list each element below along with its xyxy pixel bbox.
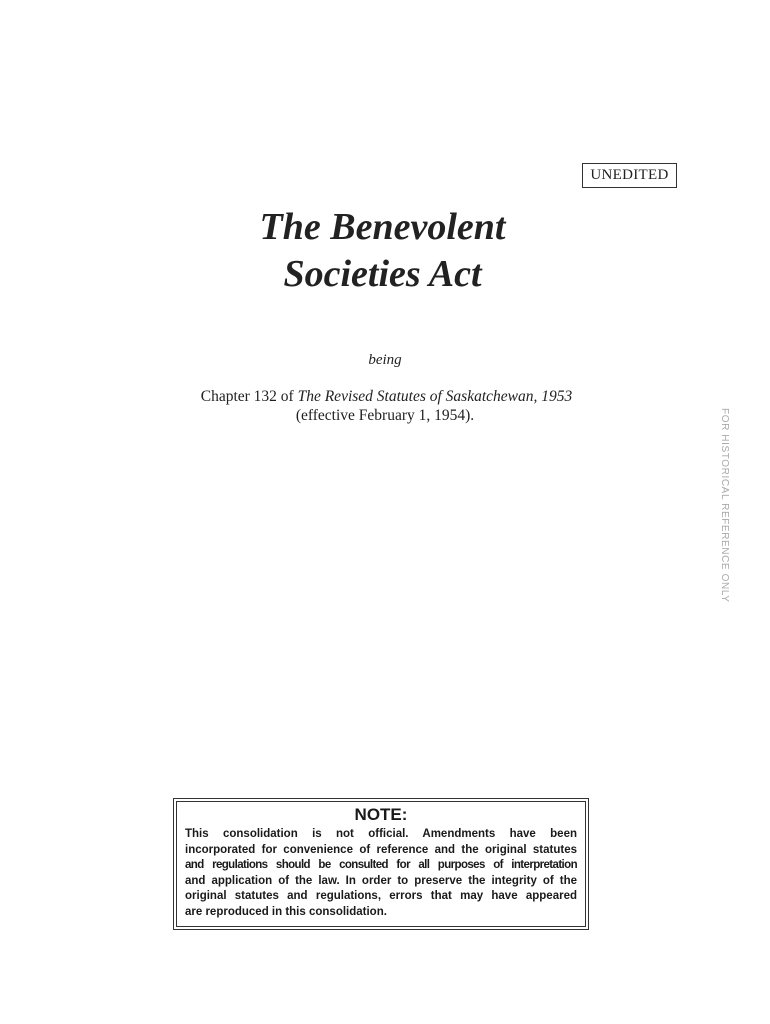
note-heading: NOTE:	[354, 805, 408, 824]
chapter-line	[3, 387, 770, 406]
chapter-prefix: Chapter 132 of	[200, 388, 298, 405]
chapter-source: The Revised Statutes of Saskatchewan, 1953	[297, 388, 573, 405]
note-box	[173, 798, 589, 930]
note-body	[185, 827, 577, 921]
unedited-status-box: UNEDITED	[582, 163, 677, 188]
note-line: original statutes and regulations, errors that may have appeared	[185, 890, 577, 903]
act-title-line-2: Societies Act	[283, 253, 482, 295]
note-line: This consolidation is not official. Amendments have been	[185, 828, 577, 840]
note-line: are reproduced in this consolidation.	[185, 905, 387, 918]
act-title-line-1: The Benevolent	[259, 206, 506, 248]
note-line: and application of the law. In order to preserve the integrity of the	[185, 874, 577, 887]
being-label: being	[368, 352, 402, 368]
note-line: incorporated for convenience of reference and the original statutes	[185, 843, 577, 856]
act-title	[0, 204, 770, 298]
chapter-reference	[0, 387, 770, 425]
historical-watermark: FOR HISTORICAL REFERENCE ONLY	[719, 408, 730, 603]
note-line: and regulations should be consulted for all purposes of interpretation	[185, 859, 577, 872]
effective-date: (effective February 1, 1954).	[295, 407, 475, 424]
note-box-inner	[176, 801, 586, 927]
